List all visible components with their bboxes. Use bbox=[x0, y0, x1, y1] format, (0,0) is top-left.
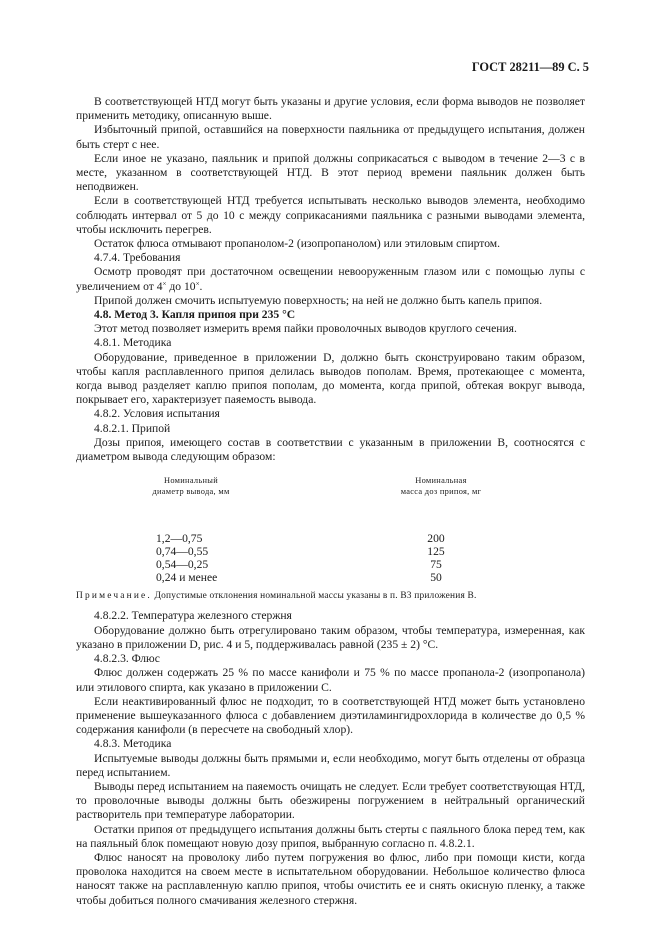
page-header: ГОСТ 28211—89 С. 5 bbox=[471, 60, 589, 74]
heading-4-8-2-2: 4.8.2.2. Температура железного стержня bbox=[94, 609, 292, 623]
document-body bbox=[76, 95, 585, 908]
paragraph: Остаток флюса отмывают пропанолом-2 (изопропанолом) или этиловым спиртом. bbox=[94, 237, 501, 251]
heading-4-8-1: 4.8.1. Методика bbox=[94, 336, 172, 350]
paragraph: Остатки припоя от предыдущего испытания должны быть стерты с паяльного блока перед тем, как на паяльный блок помещают новую дозу припоя, выбранную согласно п. 4.8.2.1. bbox=[76, 822, 585, 850]
paragraph: Избыточный припой, оставшийся на поверхности паяльника от предыдущего испытания, должен быть стерт с нее. bbox=[76, 123, 585, 151]
table-header-mass: Номинальная масса доз припоя, мг bbox=[400, 476, 482, 497]
table-cell-mass: 125 bbox=[427, 545, 445, 559]
table-cell-mass: 50 bbox=[430, 571, 442, 585]
table-cell-diameter: 0,24 и менее bbox=[156, 571, 218, 585]
heading-4-7-4: 4.7.4. Требования bbox=[94, 251, 181, 265]
note-text: Допустимые отклонения номинальной массы указаны в п. В3 приложения В. bbox=[151, 591, 477, 602]
paragraph: Оборудование должно быть отрегулировано таким образом, чтобы температура, измеренная, как указано в приложении D, рис. 4 и 5, поддерживалась равной (235 ± 2) °С. bbox=[76, 623, 585, 651]
table-row bbox=[76, 545, 585, 558]
paragraph-inspection: Осмотр проводят при достаточном освещении невооруженным глазом или с помощью лупы с увеличением от 4× до 10×. bbox=[76, 265, 585, 293]
table-cell-diameter: 1,2—0,75 bbox=[156, 532, 203, 546]
table-cell-mass: 200 bbox=[427, 532, 445, 546]
solder-dose-table bbox=[76, 475, 585, 589]
table-cell-diameter: 0,74—0,55 bbox=[156, 545, 209, 559]
paragraph: Испытуемые выводы должны быть прямыми и, если необходимо, могут быть отделены от образца перед испытанием. bbox=[76, 751, 585, 779]
paragraph: Если неактивированный флюс не подходит, то в соответствующей НТД может быть установлено применение вышеуказанного флюса с добавлением диэтиламингидрохлорида в количестве до 0,5 % содержания канифоли (в пересчете на свободный хлор). bbox=[76, 694, 585, 737]
paragraph: Если иное не указано, паяльник и припой должны соприкасаться с выводом в течение 2—3 с в месте, указанном в соответствующей НТД. В этот период времени паяльник должен быть неподвижен. bbox=[76, 151, 585, 194]
table-cell-diameter: 0,54—0,25 bbox=[156, 558, 209, 572]
note-label: Примечание. bbox=[76, 591, 152, 602]
table-cell-mass: 75 bbox=[430, 558, 442, 572]
paragraph: Этот метод позволяет измерить время пайки проволочных выводов круглого сечения. bbox=[94, 322, 517, 336]
table-row bbox=[76, 558, 585, 571]
paragraph: Флюс должен содержать 25 % по массе канифоли и 75 % по массе пропанола-2 (изопропанола) или этилового спирта, как указано в приложении С. bbox=[76, 666, 585, 694]
paragraph: Припой должен смочить испытуемую поверхность; на ней не должно быть капель припоя. bbox=[94, 293, 543, 307]
paragraph: В соответствующей НТД могут быть указаны и другие условия, если форма выводов не позволяет применить методику, описанную выше. bbox=[76, 95, 585, 123]
heading-4-8-2-1: 4.8.2.1. Припой bbox=[94, 421, 171, 435]
table-row bbox=[76, 571, 585, 584]
heading-4-8: 4.8. Метод 3. Капля припоя при 235 °С bbox=[94, 308, 296, 322]
heading-4-8-2: 4.8.2. Условия испытания bbox=[94, 407, 220, 421]
paragraph: Выводы перед испытанием на паяемость очищать не следует. Если требует соответствующая НТД, то проволочные выводы должны быть обезжирены погружением в нейтральный органический растворитель при температуре лаборатории. bbox=[76, 779, 585, 822]
heading-4-8-2-3: 4.8.2.3. Флюс bbox=[94, 652, 160, 666]
paragraph: Если в соответствующей НТД требуется испытывать несколько выводов элемента, необходимо соблюдать интервал от 5 до 10 с между соприкасаниями паяльника с разными выводами элемента, чтобы исключить перегрев. bbox=[76, 194, 585, 236]
paragraph: Флюс наносят на проволоку либо путем погружения во флюс, либо при помощи кисти, когда проволока находится на своем месте в испытательном оборудовании. Небольшое количество флюса наносят также на расплавленную каплю припоя, чтобы очистить ее и снять окисную пленку, а также чтобы добиться полного смачивания железного стержня. bbox=[76, 850, 585, 907]
table-header-diameter: Номинальный диаметр вывода, мм bbox=[152, 476, 230, 497]
heading-4-8-3: 4.8.3. Методика bbox=[94, 737, 172, 751]
table-note bbox=[76, 589, 585, 603]
table-row bbox=[76, 532, 585, 545]
paragraph: Оборудование, приведенное в приложении D, должно быть сконструировано таким образом, чтобы капля расплавленного припоя делилась выводов пополам. Время, протекающее с момента, когда вывод разделяет каплю припоя пополам, до момента, когда припой, обтекая вокруг вывода, покрывает его, характеризует паяемость вывода. bbox=[76, 350, 585, 407]
paragraph: Дозы припоя, имеющего состав в соответствии с указанным в приложении В, соотносятся с диаметром вывода следующим образом: bbox=[76, 435, 585, 464]
